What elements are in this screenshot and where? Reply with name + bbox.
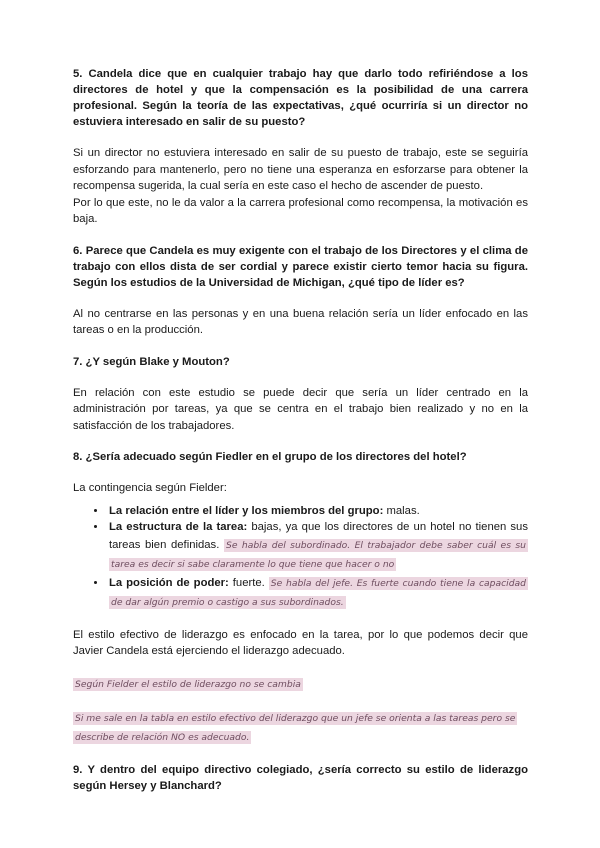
question-5: 5. Candela dice que en cualquier trabajo hay que darlo todo refiriéndose a los directores de hotel y que la compensación es la posibilidad de una carrera profesional. Según la teoría de las expectativas, ¿qué ocurriría si un director no estuviera interesado en salir de su puesto? (73, 68, 528, 128)
criterion-value: bajas, ya que los directores de un hotel no tienen sus tareas bien definidas. (109, 521, 528, 551)
handwritten-note-highlight: Se habla del subordinado. El trabajador debe saber cuál es su tarea es decir si sabe claramente lo que tiene que hacer o no (111, 539, 526, 570)
answer-5-paragraph-2: Por lo que este, no le da valor a la carrera profesional como recompensa, la motivación es baja. (73, 196, 528, 225)
criterion-label: La relación entre el líder y los miembros del grupo: (109, 504, 384, 517)
question-6: 6. Parece que Candela es muy exigente con el trabajo de los Directores y el clima de trabajo con ellos dista de ser cordial y parece existir cierto temor hacia su figura. Según los estudios de la Universidad de Michigan, ¿qué tipo de líder es? (73, 244, 528, 289)
criterion-value: malas. (383, 504, 420, 517)
answer-6: Al no centrarse en las personas y en una buena relación sería un líder enfocado en las tareas o en la producción. (73, 307, 528, 336)
fiedler-criteria-list (73, 503, 528, 612)
criterion-leader-relations (107, 503, 528, 520)
handwritten-note-highlight: Si me sale en la tabla en estilo efectivo del liderazgo que un jefe se orienta a las tareas pero se describe de relación NO es adecuado. (75, 712, 516, 743)
question-9: 9. Y dentro del equipo directivo colegiado, ¿sería correcto su estilo de liderazgo según Hersey y Blanchard? (73, 763, 528, 792)
criterion-task-structure (107, 519, 528, 574)
handwritten-note-highlight: Se habla del jefe. Es fuerte cuando tiene la capacidad de dar algún premio o castigo a sus subordinados. (111, 577, 527, 608)
criterion-value: fuerte. (228, 576, 265, 589)
answer-5-paragraph-1: Si un director no estuviera interesado en salir de su puesto de trabajo, este se seguiría esforzando para mantenerlo, pero no tiene una esperanza en esforzarse para obtener la recompensa sugerida, la cual sería en este caso el hecho de ascender de puesto. (73, 147, 528, 192)
question-8: 8. ¿Sería adecuado según Fiedler en el grupo de los directores del hotel? (73, 451, 467, 463)
question-7: 7. ¿Y según Blake y Mouton? (73, 355, 230, 368)
answer-8-conclusion: El estilo efectivo de liderazgo es enfocado en la tarea, por lo que podemos decir que Javier Candela está ejerciendo el liderazgo adecuado. (73, 628, 528, 657)
answer-8-intro: La contingencia según Fielder: (73, 482, 227, 494)
handwritten-note-highlight: Según Fielder el estilo de liderazgo no se cambia (75, 678, 301, 690)
document-page (73, 66, 528, 806)
answer-7: En relación con este estudio se puede decir que sería un líder centrado en la administración por tareas, ya que se centra en el trabajo bien realizado y no en la satisfacción de los trabajadores. (73, 386, 528, 432)
criterion-position-power (107, 574, 528, 612)
criterion-label: La posición de poder: (109, 576, 229, 589)
criterion-label: La estructura de la tarea: (109, 521, 248, 533)
